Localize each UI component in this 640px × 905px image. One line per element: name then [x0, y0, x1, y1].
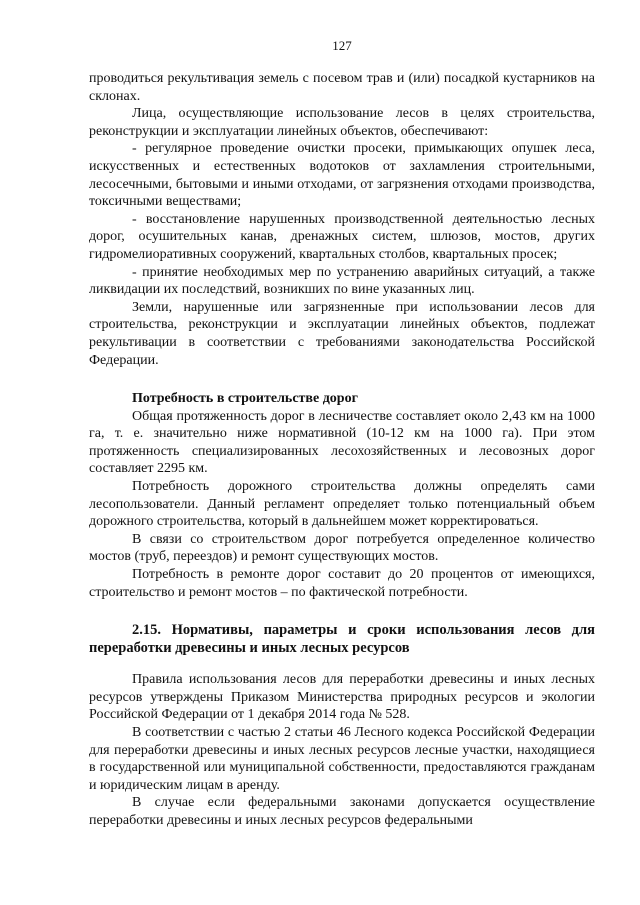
paragraph: В соответствии с частью 2 статьи 46 Лесного кодекса Российской Федерации для переработки древесины и иных лесных ресурсов лесные участки, находящиеся в государственной или муниципальной собственности, предоставляются гражданам и юридическим лицам в аренду.	[89, 725, 595, 793]
subheading-roads: Потребность в строительстве дорог	[132, 391, 358, 407]
list-item: - восстановление нарушенных производственной деятельностью лесных дорог, осушительных канав, дренажных систем, шлюзов, мостов, других гидромелиоративных сооружений, квартальных столбов, квартальных просек;	[89, 211, 595, 262]
paragraph: В связи со строительством дорог потребуется определенное количество мостов (труб, переездов) и ремонт существующих мостов.	[89, 531, 595, 565]
paragraph-continuation: проводиться рекультивация земель с посевом трав и (или) посадкой кустарников на склонах.	[89, 71, 595, 104]
page-number: 127	[332, 38, 352, 53]
list-item: - принятие необходимых мер по устранению аварийных ситуаций, а также ликвидации их последствий, возникших по вине указанных лиц.	[89, 264, 595, 298]
paragraph: Потребность в ремонте дорог составит до 20 процентов от имеющихся, строительство и ремонт мостов – по фактической потребности.	[89, 567, 595, 600]
paragraph: В случае если федеральными законами допускается осуществление переработки древесины и иных лесных ресурсов федеральными	[89, 795, 595, 828]
paragraph: Потребность дорожного строительства должны определять сами лесопользователи. Данный регламент определяет только потенциальный объем дорожного строительства, который в дальнейшем может корректироваться.	[89, 479, 595, 530]
paragraph: Общая протяженность дорог в лесничестве составляет около 2,43 км на 1000 га, т. е. значительно ниже нормативной (10-12 км на 1000 га). При этом протяженность специализированных лесохозяйственных и лесовозных дорог составляет 2295 км.	[89, 408, 595, 477]
section-heading: 2.15. Нормативы, параметры и сроки использования лесов для переработки древесины и иных лесных ресурсов	[89, 622, 595, 657]
paragraph: Земли, нарушенные или загрязненные при использовании лесов для строительства, реконструкции и эксплуатации линейных объектов, подлежат рекультивации в соответствии с требованиями законодательства Российской Федерации.	[89, 299, 595, 368]
list-item: - регулярное проведение очистки просеки, примыкающих опушек леса, искусственных и естественных водотоков от захламления строительными, лесосечными, бытовыми и иными отходами, от загрязнения отходами производства, токсичными веществами;	[89, 141, 595, 210]
paragraph: Правила использования лесов для переработки древесины и иных лесных ресурсов утверждены Приказом Министерства природных ресурсов и экологии Российской Федерации от 1 декабря 2014 года № 528.	[89, 672, 595, 723]
paragraph: Лица, осуществляющие использование лесов в целях строительства, реконструкции и эксплуатации линейных объектов, обеспечивают:	[89, 106, 595, 139]
page-content	[89, 70, 595, 830]
